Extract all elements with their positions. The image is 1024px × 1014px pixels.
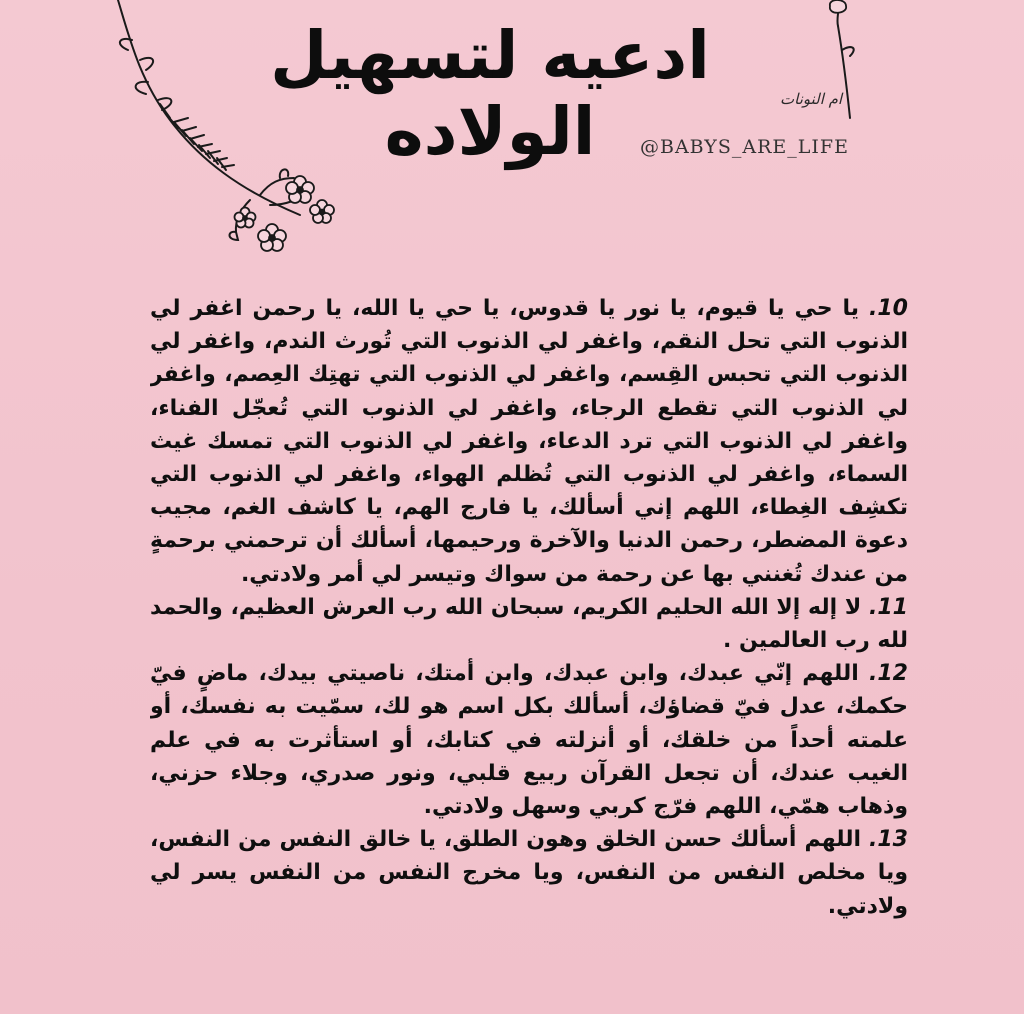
dua-item: [150, 292, 908, 591]
dua-text: لا إله إلا الله الحليم الكريم، سبحان الله رب العرش العظيم، والحمد لله رب العالمين .: [150, 594, 908, 654]
dua-number: 10.: [869, 296, 908, 321]
social-handle: @BABYS_ARE_LIFE: [640, 136, 849, 158]
dua-item: [150, 657, 908, 823]
duas-list: [150, 292, 908, 1002]
page-title: ادعيه لتسهيل الولاده: [270, 17, 710, 170]
dua-text: يا حي يا قيوم، يا نور يا قدوس، يا حي يا الله، يا رحمن اغفر لي الذنوب التي تحل النقم، واغفر لي الذنوب التي تُورث الندم، واغفر لي الذنوب التي تحبس القِسم، واغفر لي الذنوب التي تهتِك العِصم، واغفر لي الذنوب التي تقطع الرجاء، واغفر لي الذنوب التي تُعجّل الفناء، واغفر لي الذنوب التي ترد الدعاء، واغفر لي الذنوب التي تمسك غيث السماء، واغفر لي الذنوب التي تُظلم الهواء، واغفر لي الذنوب التي تكشِف الغِطاء، اللهم إني أسألك، يا فارج الهم، يا كاشف الغم، مجيب دعوة المضطر، رحمن الدنيا والآخرة ورحيمها، أسألك أن ترحمني برحمةٍ من عندك تُغنني بها عن رحمة من سواك وتيسر لي أمر ولادتي.: [150, 296, 908, 587]
author-signature: ام النونات: [780, 90, 843, 108]
dua-text: اللهم أسألك حسن الخلق وهون الطلق، يا خالق النفس من النفس، ويا مخلص النفس من النفس، ويا مخرج النفس من النفس يسر لي ولادتي.: [150, 827, 908, 919]
dua-number: 12.: [869, 661, 908, 687]
dua-number: 11.: [869, 594, 908, 620]
dua-item: [150, 591, 908, 657]
dua-number: 13.: [869, 827, 908, 853]
dua-text: اللهم إنّي عبدك، وابن عبدك، وابن أمتك، ناصيتي بيدك، ماضٍ فيّ حكمك، عدل فيّ قضاؤك، أسألك بكل اسم هو لك، سمّيت به نفسك، أو علمته أحداً من خلقك، أو أنزلته في كتابك، أو استأثرت به في علم الغيب عندك، أن تجعل القرآن ربيع قلبي، ونور صدري، وجلاء حزني، وذهاب همّي، اللهم فرّج كربي وسهل ولادتي.: [150, 661, 908, 820]
dua-item: [150, 823, 908, 923]
